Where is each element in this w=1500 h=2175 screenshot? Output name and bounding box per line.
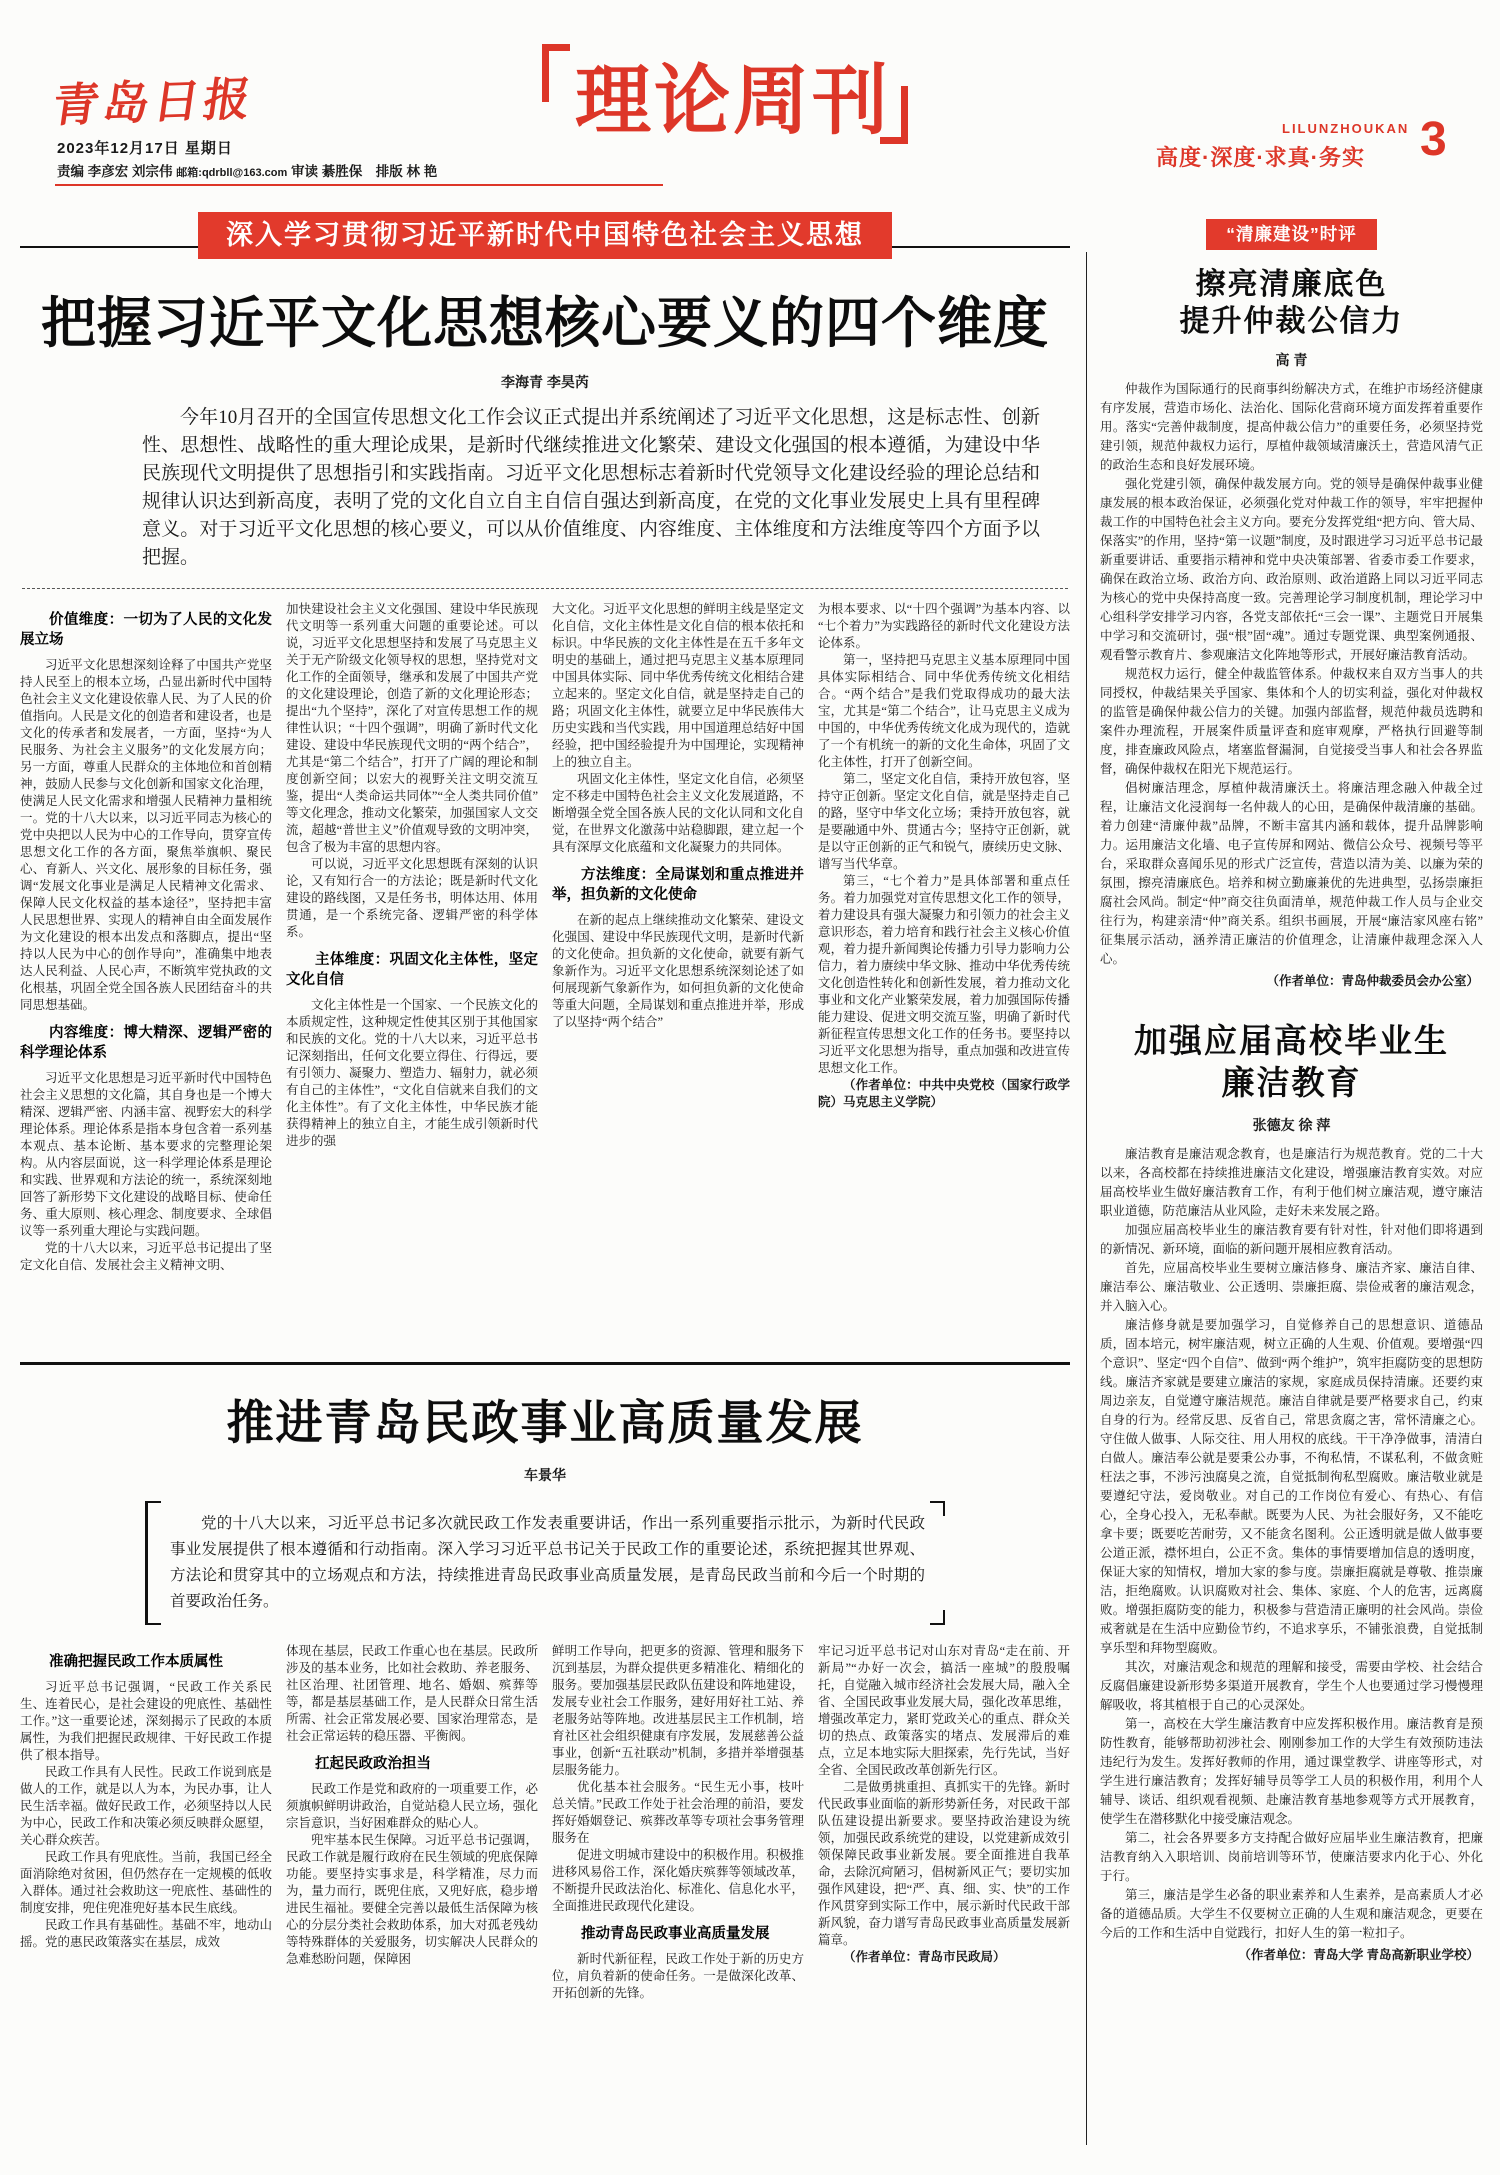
bottom-article-intro-box <box>145 1501 945 1625</box>
body-paragraph: 二是做勇挑重担、真抓实干的先锋。新时代民政事业面临的新形势新任务，对民政干部队伍建设提出新要求。要坚持政治建设为统领，加强民政系统党的建设，以党建新成效引领保障民政事业新发展。要全面推进自我革命，去除沉疴陋习，倡树新风正气；要切实加强作风建设，把“严、真、细、实、快”的工作作风贯穿到实际工作中，展示新时代民政干部新风貌，奋力谱写青岛民政事业高质量发展新篇章。 <box>818 1780 1070 1947</box>
review-body <box>1100 380 1483 969</box>
lead-dashed-rule <box>22 588 1068 589</box>
page-number: 3 <box>1420 113 1447 166</box>
main-article-byline: 李海青 李昊芮 <box>501 374 589 390</box>
bottom-column-1 <box>20 1643 272 2175</box>
body-paragraph: 文化主体性是一个国家、一个民族文化的本质规定性，这种规定性使其区别于其他国家和民族的文化。党的十八大以来，习近平总书记深刻指出，任何文化要立得住、行得远，要有引领力、凝聚力、塑造力、辐射力，就必须有自己的主体性”，“文化自信就来自我们的文化主体性”。有了文化主体性，中华民族才能获得精神上的独立自主，才能生成引领新时代进步的强 <box>286 998 538 1148</box>
body-paragraph: 大文化。习近平文化思想的鲜明主线是坚定文化自信，文化主体性是文化自信的根本依托和标识。中华民族的文化主体性是在五千多年文明史的基础上，通过把马克思主义基本原理同中国具体实际、同中华优秀传统文化相结合建立起来的。坚定文化自信，就是坚持走自己的路；巩固文化主体性，就要立足中华民族伟大历史实践和当代实践，用中国道理总结好中国经验，把中国经验提升为中国理论，实现精神上的独立自主。 <box>552 602 804 769</box>
body-paragraph: 在新的起点上继续推动文化繁荣、建设文化强国、建设中华民族现代文明，是新时代新的文化使命。担负新的文化使命，就要有新气象新作为。习近平文化思想系统深刻论述了如何展现新气象新作为，如何担负新的文化使命等重大问题，全局谋划和重点推进并举，形成了以坚持“两个结合” <box>552 913 804 1029</box>
column-subhead: 主体维度：巩固文化主体性，坚定文化自信 <box>286 952 538 988</box>
title-bracket-right <box>880 86 908 144</box>
column-subhead: 推动青岛民政事业高质量发展 <box>581 1926 770 1942</box>
body-paragraph: 习近平总书记强调，“民政工作关系民生、连着民心，是社会建设的兜底性、基础性工作。”这一重要论述，深刻揭示了民政的本质属性，为我们把握民政规律、干好民政工作提供了根本指导。 <box>20 1680 272 1762</box>
sidebar <box>1100 205 1483 1963</box>
review-headline <box>1100 266 1483 340</box>
main-column-4 <box>818 601 1070 1396</box>
body-paragraph: 为根本要求、以“十四个强调”为基本内容、以“七个着力”为实践路径的新时代文化建设方法论体系。 <box>818 602 1070 650</box>
review-headline-line2: 提升仲裁公信力 <box>1179 305 1404 338</box>
intro-corner-bottom-right <box>930 1610 945 1625</box>
bottom-article-intro-text: 党的十八大以来，习近平总书记多次就民政工作发表重要讲话，作出一系列重要指示批示，为新时代民政事业发展提供了根本遵循和行动指南。深入学习习近平总书记关于民政工作的重要论述，系统把握其世界观、方法论和贯穿其中的立场观点和方法，持续推进青岛民政事业高质量发展，是青岛民政当前和今后一个时期的首要政治任务。 <box>170 1515 925 1610</box>
main-column-3 <box>552 601 804 1396</box>
body-paragraph: 体现在基层，民政工作重心也在基层。民政所涉及的基本业务，比如社会救助、养老服务、社区治理、社团管理、地名、婚姻、殡葬等等，都是基层基础工作，是人民群众日常生活所需、社会正常发展必要、国家治理常态，是社会正常运转的稳压器、平衡阀。 <box>286 1644 538 1743</box>
column-subhead: 扛起民政政治担当 <box>315 1756 431 1772</box>
proofers-label: 审读 綦胜保 排版 林 艳 <box>291 164 438 179</box>
weekly-slogan: 高度·深度·求真·务实 <box>1156 145 1365 170</box>
second-title-line2: 廉洁教育 <box>1221 1066 1362 1102</box>
body-paragraph: （作者单位：中共中央党校（国家行政学院）马克思主义学院） <box>818 1078 1070 1109</box>
second-article-body <box>1100 1145 1483 1943</box>
review-author-unit: （作者单位：青岛仲裁委员会办公室） <box>1266 974 1479 988</box>
second-article-author-unit: （作者单位：青岛大学 青岛高新职业学校） <box>1238 1948 1479 1962</box>
body-paragraph: 首先，应届高校毕业生要树立廉洁修身、廉洁齐家、廉洁自律、廉洁奉公、廉洁敬业、公正透明、崇廉拒腐、崇俭戒奢的廉洁观念，并入脑入心。 <box>1100 1261 1483 1313</box>
main-article-columns <box>20 601 1070 1396</box>
body-paragraph: 其次，对廉洁观念和规范的理解和接受，需要由学校、社会结合反腐倡廉建设新形势多渠道开展教育，学生个人也要通过学习慢慢理解吸收，将其植根于自己的心灵深处。 <box>1100 1660 1483 1712</box>
review-byline: 高 青 <box>1275 352 1308 368</box>
body-paragraph: 可以说，习近平文化思想既有深刻的认识论，又有知行合一的方法论；既是新时代文化建设的路线图，又是任务书，明体达用、体用贯通，是一个系统完备、逻辑严密的科学体系。 <box>286 857 538 939</box>
body-paragraph: 促进文明城市建设中的积极作用。积极推进移风易俗工作，深化婚庆殡葬等领域改革，不断提升民政法治化、标准化、信息化水平，全面推进民政现代化建设。 <box>552 1848 804 1913</box>
main-article-kicker-banner: 深入学习贯彻习近平新时代中国特色社会主义思想 <box>198 212 892 259</box>
body-paragraph: 第一，坚持把马克思主义基本原理同中国具体实际相结合、同中华优秀传统文化相结合。“两个结合”是我们党取得成功的最大法宝，尤其是“第二个结合”，让马克思主义成为中国的，中华优秀传统文化成为现代的，造就了一个有机统一的新的文化生命体，巩固了文化主体性，打开了创新空间。 <box>818 653 1070 769</box>
body-paragraph: 第一，高校在大学生廉洁教育中应发挥积极作用。廉洁教育是预防性教育，能够帮助初涉社会、刚刚参加工作的大学生有效预防违法违纪行为发生。发挥好教师的作用，通过课堂教学、讲座等形式，对学生进行廉洁教育；发挥好辅导员等学工人员的积极作用，利用个人辅导、谈话、组织观看视频、赴廉洁教育基地参观等方式开展教育，使学生在潜移默化中接受廉洁观念。 <box>1100 1717 1483 1826</box>
body-paragraph: 民政工作是党和政府的一项重要工作，必须旗帜鲜明讲政治，自觉站稳人民立场，强化宗旨意识，当好困难群众的贴心人。 <box>286 1782 538 1830</box>
column-subhead: 价值维度：一切为了人民的文化发展立场 <box>20 612 272 648</box>
body-paragraph: 党的十八大以来，习近平总书记提出了坚定文化自信、发展社会主义精神文明、 <box>20 1241 272 1272</box>
body-paragraph: 习近平文化思想深刻诠释了中国共产党坚持人民至上的根本立场，凸显出新时代中国特色社会主义文化建设依靠人民、为了人民的价值指向。人民是文化的创造者和建设者，也是文化的传承者和发展者，一方面，坚持“为人民服务、为社会主义服务”的文化发展方向；另一方面，尊重人民群众的主体地位和首创精神，鼓励人民参与文化创新和国家文化治理，使满足人民文化需求和增强人民精神力量相统一。党的十八大以来，以习近平同志为核心的党中央把以人民为中心的工作导向，贯穿宣传思想文化工作的各方面，聚焦举旗帜、聚民心、育新人、兴文化、展形象的目标任务，强调“发展文化事业是满足人民精神文化需求、保障人民文化权益的基本途径”，坚持把丰富人民思想世界、实现人的精神自由全面发展作为文化建设的根本出发点和落脚点，提出“坚持以人民为中心的创作导向”，准确集中地表达人民利益、人民心声，不断筑牢党执政的文化根基，巩固全党全国各族人民团结奋斗的共同思想基础。 <box>20 658 272 1012</box>
body-paragraph: 民政工作具有兜底性。当前，我国已经全面消除绝对贫困，但仍然存在一定规模的低收入群体。通过社会救助这一兜底性、基础性的制度安排，兜住兜准兜好基本民生底线。 <box>20 1850 272 1915</box>
body-paragraph: 倡树廉洁理念，厚植仲裁清廉沃土。将廉洁理念融入仲裁全过程，让廉洁文化浸润每一名仲裁人的心田，是确保仲裁清廉的基础。着力创建“清廉仲裁”品牌，不断丰富其内涵和载体，提升品牌影响力。运用廉洁文化墙、电子宣传屏和网站、微信公众号、视频号等平台，采取群众喜闻乐见的形式广泛宣传，营造以清为美、以廉为荣的氛围，擦亮清廉底色。培养和树立勤廉兼优的先进典型，弘扬崇廉拒腐社会风尚。制定“仲”商交往负面清单，规范仲裁工作人员与企业交往行为，构建亲清“仲”商关系。组织书画展，开展“廉洁家风座右铭”征集展示活动，涵养清正廉洁的价值理念，让清廉仲裁理念深入人心。 <box>1100 781 1483 966</box>
bottom-column-2 <box>286 1643 538 2175</box>
title-bracket-left <box>542 44 570 102</box>
vertical-column-divider <box>1086 252 1087 2145</box>
body-paragraph: 民政工作具有基础性。基础不牢，地动山摇。党的惠民政策落实在基层，成效 <box>20 1918 272 1949</box>
newspaper-logo: 青岛日报 <box>49 73 258 132</box>
body-paragraph: 第三，“七个着力”是具体部署和重点任务。着力加强党对宣传思想文化工作的领导，着力建设具有强大凝聚力和引领力的社会主义意识形态，着力培育和践行社会主义核心价值观，着力提升新闻舆论传播力引导力影响力公信力，着力赓续中华文脉、推动中华优秀传统文化创造性转化和创新性发展，着力推动文化事业和文化产业繁荣发展，着力加强国际传播能力建设、促进文明交流互鉴，明确了新时代新征程宣传思想文化工作的任务书。要坚持以习近平文化思想为指导，重点加强和改进宣传思想文化工作。 <box>818 874 1070 1075</box>
bottom-column-4 <box>818 1643 1070 2175</box>
bottom-article-columns <box>20 1643 1070 2175</box>
main-article-headline: 把握习近平文化思想核心要义的四个维度 <box>40 293 1049 354</box>
review-headline-line1: 擦亮清廉底色 <box>1195 268 1388 301</box>
main-column-2 <box>286 601 538 1396</box>
masthead-red-rule <box>55 184 663 186</box>
bottom-article-headline: 推进青岛民政事业高质量发展 <box>226 1398 864 1450</box>
weekly-pinyin: LILUNZHOUKAN <box>1282 121 1410 136</box>
body-paragraph: 第三，廉洁是学生必备的职业素养和人生素养，是高素质人才必备的道德品质。大学生不仅要树立正确的人生观和廉洁观念，更要在今后的工作和生活中自觉践行，扣好人生的第一粒扣子。 <box>1100 1888 1483 1940</box>
date-line: 2023年12月17日 星期日 <box>57 140 233 157</box>
main-article-lead: 今年10月召开的全国宣传思想文化工作会议正式提出并系统阐述了习近平文化思想，这是标志性、创新性、思想性、战略性的重大理论成果，是新时代继续推进文化繁荣、建设文化强国的根本遵循，为建设中华民族现代文明提供了思想指引和实践指南。习近平文化思想标志着新时代党领导文化建设经验的理论总结和规律认识达到新高度，表明了党的文化自立自主自信自强达到新高度，在党的文化事业发展史上具有里程碑意义。对于习近平文化思想的核心要义，可以从价值维度、内容维度、主体维度和方法维度等四个方面予以把握。 <box>142 407 1040 568</box>
body-paragraph: 廉洁修身就是要加强学习，自觉修养自己的思想意识、道德品质，固本培元，树牢廉洁观，树立正确的人生观、价值观。要增强“四个意识”、坚定“四个自信”、做到“两个维护”，筑牢拒腐防变的思想防线。廉洁齐家就是要建立廉洁的家规，家庭成员保持清廉。还要约束周边亲友，自觉遵守廉洁规范。廉洁自律就是要严格要求自己，约束自身的行为。经常反思、反省自己，常思贪腐之害，常怀清廉之心。守住做人做事、人际交往、用人用权的底线。干干净净做事，清清白白做人。廉洁奉公就是要秉公办事，不徇私情，不谋私利，不做贪赃枉法之事，不涉污浊腐臭之流，自觉抵制徇私型腐败。廉洁敬业就是要遵纪守法，爱岗敬业。对自己的工作岗位有爱心、有热心、有信心，全身心投入，无私奉献。既要为人民、为社会服好务，又不能吃拿卡要；既要吃苦耐劳，又不能贪名图利。公正透明就是做人做事要公道正派，襟怀坦白，公正不贪。集体的事情要增加信息的透明度，保证大家的知情权，增加大家的参与度。崇廉拒腐就是尊敬、推崇廉洁，拒绝腐败。认识腐败对社会、集体、家庭、个人的危害，远离腐败。增强拒腐防变的能力，积极参与营造清正廉明的社会风尚。崇俭戒奢就是在生活中应勤俭节约，不追求享乐，不铺张浪费，自觉抵制享乐型和拜物型腐败。 <box>1100 1318 1483 1655</box>
body-paragraph: 强化党建引领，确保仲裁发展方向。党的领导是确保仲裁事业健康发展的根本政治保证，必须强化党对仲裁工作的领导，牢牢把握仲裁工作的中国特色社会主义方向。要充分发挥党组“把方向、管大局、保落实”的作用，坚持“第一议题”制度，及时跟进学习习近平总书记最新重要讲话、重要指示精神和党中央决策部署、省委市委工作要求，确保在政治立场、政治方向、政治原则、政治道路上同以习近平同志为核心的党中央保持高度一致。完善理论学习制度机制，理论学习中心组科学安排学习内容，各党支部依托“三会一课”、主题党日开展集中学习和交流研讨，强“根”固“魂”。通过专题党课、典型案例通报、观看警示教育片、参观廉洁文化阵地等形式，开展好廉洁教育活动。 <box>1100 477 1483 662</box>
main-article <box>20 200 1070 1396</box>
second-article-title <box>1100 1021 1483 1105</box>
bottom-column-3 <box>552 1643 804 2175</box>
body-paragraph: （作者单位：青岛市民政局） <box>843 1950 1006 1964</box>
body-paragraph: 新时代新征程，民政工作处于新的历史方位，肩负着新的使命任务。一是做深化改革、开拓创新的先锋。 <box>552 1952 804 2000</box>
body-paragraph: 巩固文化主体性，坚定文化自信，必须坚定不移走中国特色社会主义文化发展道路，不断增强全党全国各族人民的文化认同和文化自觉，在世界文化激荡中站稳脚跟，建立起一个具有深厚文化底蕴和文化凝聚力的共同体。 <box>552 772 804 854</box>
staff-line <box>57 160 437 180</box>
editors-label: 责编 李彦宏 刘宗伟 <box>57 164 173 179</box>
body-paragraph: 优化基本社会服务。“民生无小事，枝叶总关情。”民政工作处于社会治理的前沿，要发挥好婚姻登记、殡葬改革等专项社会事务管理服务在 <box>552 1780 804 1845</box>
body-paragraph: 加强应届高校毕业生的廉洁教育要有针对性，针对他们即将遇到的新情况、新环境，面临的新问题开展相应教育活动。 <box>1100 1223 1483 1256</box>
intro-corner-top-right <box>930 1501 945 1516</box>
second-title-line1: 加强应届高校毕业生 <box>1134 1024 1449 1060</box>
bottom-article <box>20 1372 1070 2175</box>
body-paragraph: 牢记习近平总书记对山东对青岛“走在前、开新局”“办好一次会，搞活一座城”的殷殷嘱托，自觉融入城市经济社会发展大局，融入全省、全国民政事业发展大局，强化改革思维，增强改革定力，紧盯党政关心的重点、群众关切的热点、政策落实的堵点、发展滞后的难点，立足本地实际大胆探索，先行先试，当好全省、全国民政改革创新先行区。 <box>818 1644 1070 1777</box>
body-paragraph: 第二，社会各界要多方支持配合做好应届毕业生廉洁教育，把廉洁教育纳入入职培训、岗前培训等环节，使廉洁要求内化于心、外化于行。 <box>1100 1831 1483 1883</box>
column-subhead: 方法维度：全局谋划和重点推进并举，担负新的文化使命 <box>552 867 804 903</box>
review-tag-badge: “清廉建设”时评 <box>1206 219 1377 250</box>
weekly-title: 理论周刊 <box>575 60 891 144</box>
body-paragraph: 兜牢基本民生保障。习近平总书记强调，民政工作就是履行政府在民生领域的兜底保障功能。要坚持实事求是，科学精准，尽力而为，量力而行，既兜住底，又兜好底，稳步增进民生福祉。要健全完善以最低生活保障为核心的分层分类社会救助体系，加大对孤老残幼等特殊群体的关爱服务，切实解决人民群众的急难愁盼问题，保障困 <box>286 1833 538 1966</box>
body-paragraph: 鲜明工作导向，把更多的资源、管理和服务下沉到基层，为群众提供更多精准化、精细化的服务。要加强基层民政队伍建设和阵地建设，发展专业社会工作服务，建好用好社工站、养老服务站等阵地。改进基层民主工作机制，培育社区社会组织健康有序发展，发展慈善公益事业，创新“五社联动”机制，多措并举增强基层服务能力。 <box>552 1644 804 1777</box>
body-paragraph: 仲裁作为国际通行的民商事纠纷解决方式，在维护市场经济健康有序发展，营造市场化、法治化、国际化营商环境方面发挥着重要作用。落实“完善仲裁制度，提高仲裁公信力”的重要任务，必须坚持党建引领，规范仲裁权力运行，厚植仲裁领域清廉沃土，营造风清气正的政治生态和良好发展环境。 <box>1100 382 1483 472</box>
body-paragraph: 习近平文化思想是习近平新时代中国特色社会主义思想的文化篇，其自身也是一个博大精深、逻辑严密、内涵丰富、视野宏大的科学理论体系。理论体系是指本身包含着一系列基本观点、基本论断、基本要求的完整理论架构。从内容层面说，这一科学理论体系是理论和实践、世界观和方法论的统一，系统深刻地回答了新形势下文化建设的战略目标、使命任务、重大原则、核心理念、制度要求、全球倡议等一系列重大理论与实践问题。 <box>20 1071 272 1238</box>
main-column-1 <box>20 601 272 1396</box>
body-paragraph: 民政工作具有人民性。民政工作说到底是做人的工作，就是以人为本，为民办事，让人民生活幸福。做好民政工作，必须坚持以人民为中心，民政工作和决策必须反映群众愿望，关心群众疾苦。 <box>20 1765 272 1847</box>
email-text: 邮箱:qdrbll@163.com <box>176 167 288 179</box>
section-divider-rule <box>20 1362 1070 1365</box>
column-subhead: 准确把握民政工作本质属性 <box>49 1654 223 1670</box>
body-paragraph: 加快建设社会主义文化强国、建设中华民族现代文明等一系列重大问题的重要论述。可以说，习近平文化思想坚持和发展了马克思主义关于无产阶级文化领导权的思想，坚持党对文化工作的全面领导，继承和发展了中国共产党的文化建设理论，创造了新的文化理论形态；提出“九个坚持”，深化了对宣传思想工作的规律性认识；“十四个强调”，明确了新时代文化建设、建设中华民族现代文明的“两个结合”，尤其是“第二个结合”，打开了广阔的理论和制度创新空间；以宏大的视野关注文明交流互鉴，提出“人类命运共同体”“全人类共同价值”等文化理念，推动文化繁荣，加强国家人文交流，超越“普世主义”价值观导致的文明冲突，包含了极为丰富的思想内容。 <box>286 602 538 854</box>
body-paragraph: 廉洁教育是廉洁观念教育，也是廉洁行为规范教育。党的二十大以来，各高校都在持续推进廉洁文化建设，增强廉洁教育实效。对应届高校毕业生做好廉洁教育工作，有利于他们树立廉洁观，遵守廉洁职业道德，防范廉洁从业风险，走好未来发展之路。 <box>1100 1147 1483 1218</box>
column-subhead: 内容维度：博大精深、逻辑严密的科学理论体系 <box>20 1025 272 1061</box>
bottom-article-byline: 车景华 <box>524 1467 566 1483</box>
second-article-byline: 张德友 徐 萍 <box>1252 1117 1331 1133</box>
body-paragraph: 第二，坚定文化自信，秉持开放包容，坚持守正创新。坚定文化自信，就是坚持走自己的路，坚守中华文化立场；秉持开放包容，就是要融通中外、贯通古今；坚持守正创新，就是以守正创新的正气和锐气，赓续历史文脉、谱写当代华章。 <box>818 772 1070 871</box>
body-paragraph: 规范权力运行，健全仲裁监管体系。仲裁权来自双方当事人的共同授权，仲裁结果关乎国家、集体和个人的切实利益，强化对仲裁权的监管是确保仲裁公信力的关键。加强内部监督，规范仲裁员选聘和案件办理流程，开展案件质量评查和庭审观摩，严格执行回避等制度，排查廉政风险点，堵塞监督漏洞，自觉接受当事人和社会各界监督，确保仲裁权在阳光下规范运行。 <box>1100 667 1483 776</box>
